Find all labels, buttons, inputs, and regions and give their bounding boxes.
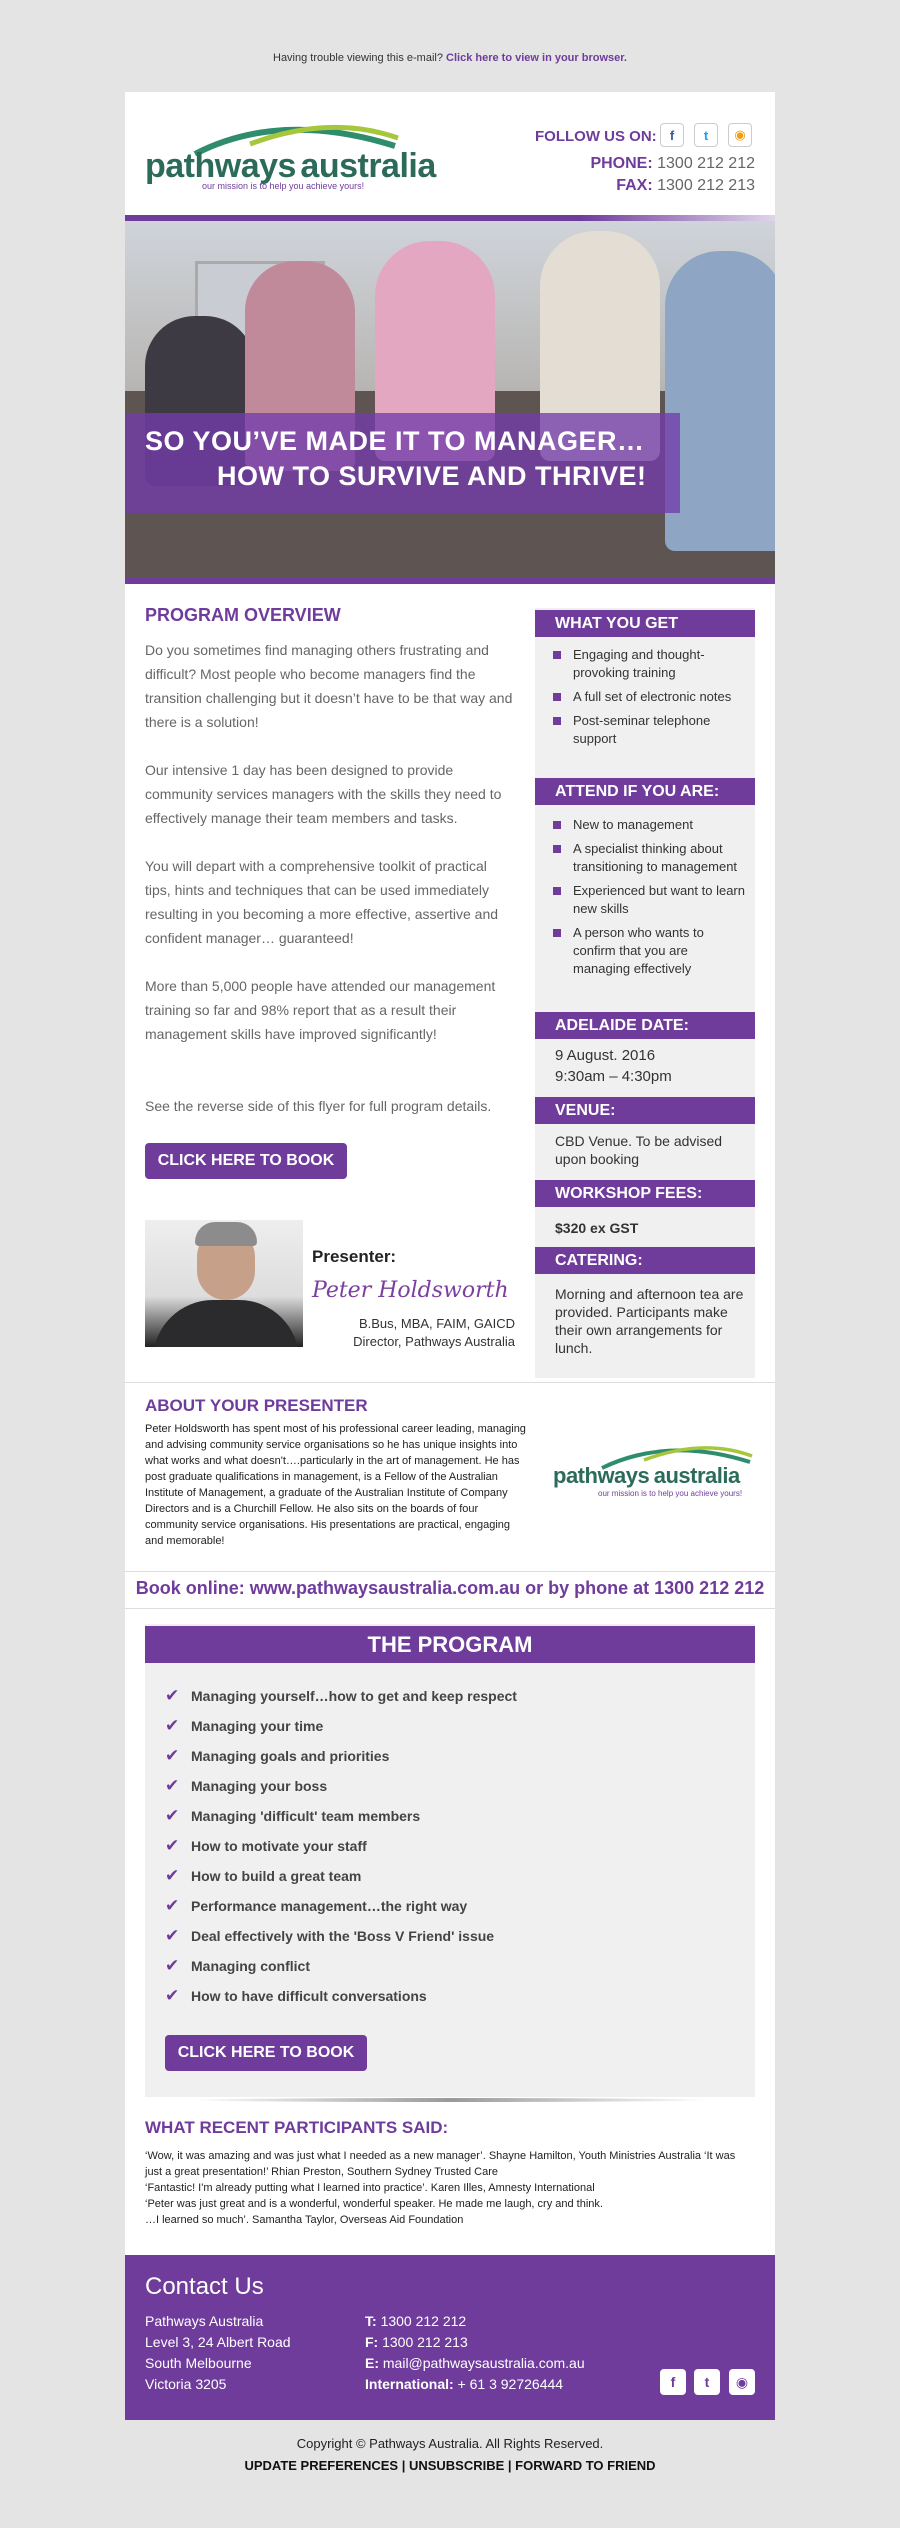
address-line: Victoria 3205 [145, 2376, 227, 2392]
testimonial-line: …I learned so much’. Samantha Taylor, Overseas Aid Foundation [145, 2214, 464, 2226]
program-item-label: Managing 'difficult' team members [191, 1808, 421, 1824]
program-item-label: Managing your boss [191, 1778, 328, 1794]
logo-word-australia: australia [300, 147, 436, 185]
testimonials-text [145, 2148, 745, 2228]
testimonial-line: ‘Fantastic! I'm already putting what I learned into practice’. Karen Illes, Amnesty International [145, 2182, 595, 2194]
program-item-label: Managing your time [191, 1718, 324, 1734]
contact-title: Contact Us [145, 2273, 264, 2300]
overview-heading: PROGRAM OVERVIEW [145, 605, 341, 625]
what-you-get-heading: WHAT YOU GET [535, 610, 755, 637]
logo-word-pathways: pathways [553, 1463, 650, 1488]
footer-fax-value: 1300 212 213 [382, 2334, 468, 2350]
fees-value: $320 ex GST [555, 1220, 639, 1236]
program-item [165, 1776, 327, 1796]
testimonials-heading: WHAT RECENT PARTICIPANTS SAID: [145, 2118, 449, 2137]
date-value: 9 August. 2016 [555, 1047, 656, 1064]
program-item-label: Performance management…the right way [191, 1898, 468, 1914]
facebook-icon[interactable]: f [660, 2369, 686, 2395]
about-text: Peter Holdsworth has spent most of his professional career leading, managing and advising community service organisations so he has unique insights into what works and what doesn't….particularly in the art of management. He has post graduate qualifications in management, is a Fellow of the Australian Institute of Management, a graduate of the Australian Institute of Company Directors and is a Churchill Fellow. He also sits on the boards of four community service organisations. His presentations are practical, engaging and memorable! [145, 1423, 526, 1547]
testimonial-line: ‘Peter was just great and is a wonderful, wonderful speaker. He made me laugh, cry and think. [145, 2198, 603, 2210]
book-online-link[interactable]: Book online: www.pathwaysaustralia.com.au or by phone at 1300 212 212 [135, 1578, 765, 1598]
footer-email-label: E: [365, 2355, 379, 2371]
fees-heading: WORKSHOP FEES: [535, 1180, 755, 1207]
program-item [165, 1746, 389, 1766]
list-item: Engaging and thought-provoking training [553, 646, 748, 682]
separator: | [507, 2458, 516, 2473]
unsubscribe-link[interactable]: UNSUBSCRIBE [408, 2458, 505, 2473]
program-item [165, 1896, 467, 1916]
footer-address [145, 2311, 345, 2395]
program-item [165, 1686, 517, 1706]
time-value: 9:30am – 4:30pm [555, 1068, 672, 1085]
program-item-label: Managing conflict [191, 1958, 310, 1974]
program-item [165, 1806, 420, 1826]
phone-number[interactable]: 1300 212 212 [657, 155, 755, 172]
list-item: A specialist thinking about transitioning to management [553, 840, 748, 876]
list-item: A full set of electronic notes [553, 688, 748, 706]
overview-paragraph-3: You will depart with a comprehensive toolkit of practical tips, hints and techniques that can be used immediately resulting in you becoming a more effective, assertive and confident manager… guaranteed! [145, 858, 499, 946]
footer-fax-label: F: [365, 2334, 379, 2350]
list-item: Experienced but want to learn new skills [553, 882, 748, 918]
check-icon: ✔ [165, 1926, 180, 1945]
footer-contacts [365, 2311, 625, 2395]
section-divider [125, 1571, 775, 1572]
header-fax [500, 177, 755, 195]
venue-value: CBD Venue. To be advised upon booking [555, 1133, 723, 1167]
address-line: Level 3, 24 Albert Road [145, 2334, 291, 2350]
check-icon: ✔ [165, 1746, 180, 1765]
rss-icon[interactable]: ◉ [728, 123, 752, 147]
presenter-name: Peter Holdsworth [312, 1278, 509, 1303]
logo-small [553, 1463, 740, 1489]
preheader [0, 52, 900, 64]
check-icon: ✔ [165, 1956, 180, 1975]
presenter-photo [145, 1220, 303, 1347]
presenter-jacket [153, 1300, 299, 1347]
fax-number: 1300 212 213 [657, 177, 755, 194]
presenter-qualifications: B.Bus, MBA, FAIM, GAICD [358, 1316, 515, 1331]
follow-us-label: FOLLOW US ON: [535, 128, 657, 145]
rss-icon[interactable]: ◉ [729, 2369, 755, 2395]
program-item [165, 1926, 494, 1946]
check-icon: ✔ [165, 1896, 180, 1915]
hero-image [125, 221, 775, 578]
footer-links [0, 2458, 900, 2473]
presenter-role: Director, Pathways Australia [353, 1334, 515, 1349]
footer-intl [365, 2374, 625, 2395]
header-phone [500, 155, 755, 173]
forward-to-friend-link[interactable]: FORWARD TO FRIEND [515, 2458, 656, 2473]
program-item-label: How to have difficult conversations [191, 1988, 427, 2004]
catering-value: Morning and afternoon tea are provided. Participants make their own arrangements for lunch. [555, 1286, 744, 1356]
check-icon: ✔ [165, 1716, 180, 1735]
check-icon: ✔ [165, 1986, 180, 2005]
program-item [165, 1836, 367, 1856]
hero-title-line2: HOW TO SURVIVE AND THRIVE! [217, 461, 647, 491]
hero-divider [125, 578, 775, 584]
check-icon: ✔ [165, 1686, 180, 1705]
twitter-icon[interactable]: t [694, 2369, 720, 2395]
about-heading: ABOUT YOUR PRESENTER [145, 1396, 368, 1415]
program-item-label: Deal effectively with the 'Boss V Friend' issue [191, 1928, 495, 1944]
footer-phone [365, 2311, 625, 2332]
shadow-divider [190, 2098, 710, 2102]
separator: | [401, 2458, 409, 2473]
program-item-label: How to build a great team [191, 1868, 362, 1884]
check-icon: ✔ [165, 1836, 180, 1855]
hero-person-5 [665, 251, 775, 551]
date-heading: ADELAIDE DATE: [535, 1012, 755, 1039]
twitter-icon[interactable]: t [694, 123, 718, 147]
address-line: South Melbourne [145, 2355, 252, 2371]
program-item-label: Managing goals and priorities [191, 1748, 390, 1764]
logo-word-pathways: pathways [145, 147, 296, 185]
fax-label: FAX: [616, 177, 653, 194]
presenter-hair [195, 1222, 257, 1246]
presenter-credentials [300, 1315, 515, 1351]
check-icon: ✔ [165, 1776, 180, 1795]
check-icon: ✔ [165, 1806, 180, 1825]
overview-paragraph-4: More than 5,000 people have attended our management training so far and 98% report that as a result their management skills have improved significantly! [145, 978, 496, 1042]
program-heading: THE PROGRAM [145, 1626, 755, 1663]
facebook-icon[interactable]: f [660, 123, 684, 147]
attend-list [553, 816, 748, 984]
view-in-browser-link[interactable]: Click here to view in your browser. [446, 52, 627, 64]
list-item: A person who wants to confirm that you are managing effectively [553, 924, 748, 978]
logo-tagline: our mission is to help you achieve yours! [202, 181, 365, 191]
program-item [165, 1866, 361, 1886]
presenter-label: Presenter: [312, 1247, 397, 1266]
section-divider [125, 1382, 775, 1383]
program-item [165, 1956, 310, 1976]
book-button-program[interactable]: CLICK HERE TO BOOK [165, 2035, 367, 2071]
list-item: Post-seminar telephone support [553, 712, 748, 748]
footer-email [365, 2353, 625, 2374]
program-item-label: How to motivate your staff [191, 1838, 367, 1854]
program-item [165, 1716, 323, 1736]
phone-label: PHONE: [590, 155, 653, 172]
list-item: New to management [553, 816, 748, 834]
footer-phone-label: T: [365, 2313, 377, 2329]
address-line: Pathways Australia [145, 2313, 264, 2329]
hero-title-line1: SO YOU’VE MADE IT TO MANAGER… [145, 426, 645, 456]
venue-heading: VENUE: [535, 1097, 755, 1124]
logo-tagline-small: our mission is to help you achieve yours! [598, 1489, 743, 1498]
footer-phone-value[interactable]: 1300 212 212 [380, 2313, 467, 2329]
copyright: Copyright © Pathways Australia. All Rights Reserved. [296, 2436, 604, 2451]
check-icon: ✔ [165, 1866, 180, 1885]
program-item [165, 1986, 427, 2006]
footer-intl-label: International: [365, 2376, 454, 2392]
logo-word-australia: australia [653, 1463, 740, 1488]
book-button-top[interactable]: CLICK HERE TO BOOK [145, 1143, 347, 1179]
testimonial-line: ‘Wow, it was amazing and was just what I needed as a new manager’. Shayne Hamilton, Youth Ministries Australia ‘It was just a great presentation!’ Rhian Preston, Southern Sydney Trusted Care [145, 2150, 736, 2178]
update-preferences-link[interactable]: UPDATE PREFERENCES [244, 2458, 399, 2473]
program-item-label: Managing yourself…how to get and keep respect [191, 1688, 517, 1704]
catering-heading: CATERING: [535, 1247, 755, 1274]
overview-paragraph-5: See the reverse side of this flyer for full program details. [145, 1098, 492, 1114]
preheader-text: Having trouble viewing this e-mail? [273, 52, 443, 64]
footer-intl-value[interactable]: + 61 3 92726444 [457, 2376, 564, 2392]
overview-paragraph-1: Do you sometimes find managing others frustrating and difficult? Most people who become managers find the transition challenging but it doesn’t have to be that way and there is a solution! [145, 642, 513, 730]
what-you-get-list [553, 646, 748, 754]
section-divider [125, 1608, 775, 1609]
overview-paragraph-2: Our intensive 1 day has been designed to provide community services managers with the skills they need to effectively manage their team members and tasks. [145, 762, 502, 826]
footer-fax [365, 2332, 625, 2353]
attend-heading: ATTEND IF YOU ARE: [535, 778, 755, 805]
footer-email-link[interactable]: mail@pathwaysaustralia.com.au [382, 2355, 585, 2371]
